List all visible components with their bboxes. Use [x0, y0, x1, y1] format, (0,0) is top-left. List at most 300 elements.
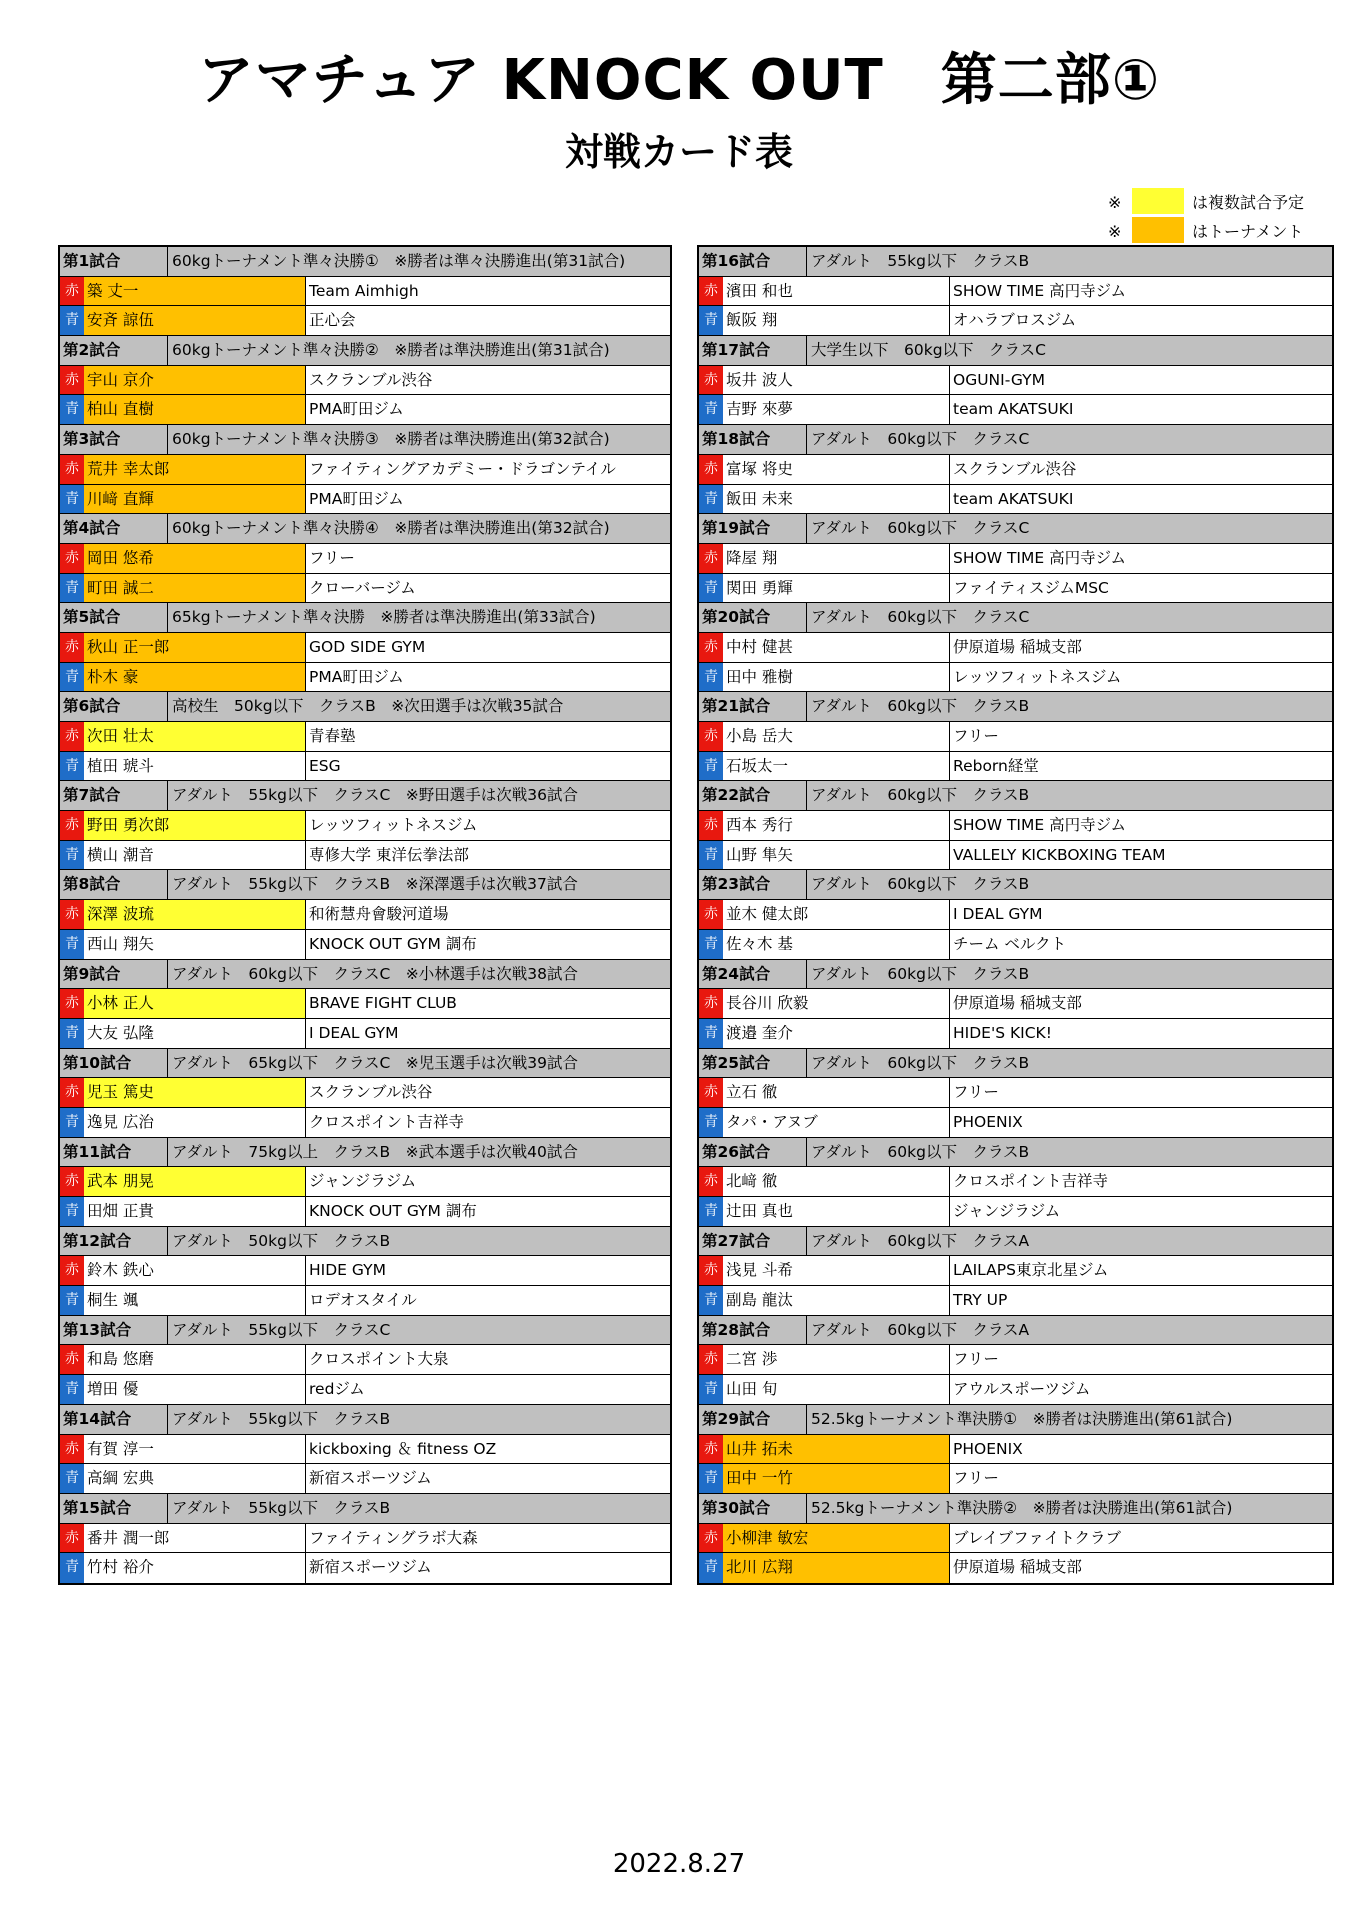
bout-number: 第12試合	[60, 1227, 168, 1256]
fighter-name: 植田 琥斗	[84, 752, 306, 781]
fighter-gym: PHOENIX	[953, 1112, 1023, 1131]
bout-number: 第8試合	[60, 870, 168, 899]
fighter-name: 石坂太一	[723, 752, 950, 781]
fighter-gym: スクランブル渋谷	[309, 1083, 433, 1102]
fighter-name: 中村 健甚	[723, 633, 950, 662]
fighter-gym: team AKATSUKI	[953, 489, 1074, 508]
bout-header	[60, 336, 670, 366]
corner-blue-label: 青	[60, 306, 84, 335]
bout-number: 第13試合	[60, 1316, 168, 1345]
fighter-row-red	[699, 1524, 1332, 1554]
fighter-gym: ESG	[309, 756, 341, 775]
bout-number: 第22試合	[699, 781, 807, 810]
fighter-gym: SHOW TIME 高円寺ジム	[953, 548, 1126, 567]
corner-red-label: 赤	[699, 633, 723, 662]
fighter-row-red	[699, 366, 1332, 396]
fighter-gym: 専修大学 東洋伝拳法部	[309, 845, 469, 864]
bout-description: 高校生 50kg以下 クラスB ※次田選手は次戦35試合	[172, 697, 564, 716]
fighter-gym: オハラブロスジム	[953, 311, 1077, 330]
fighter-row-blue	[60, 841, 670, 871]
fighter-gym: スクランブル渋谷	[953, 459, 1077, 478]
fighter-name: 武本 朋晃	[84, 1167, 306, 1196]
fighter-name: 浅見 斗希	[723, 1256, 950, 1285]
fighter-row-blue	[60, 930, 670, 960]
bout-header	[699, 960, 1332, 990]
fighter-gym: SHOW TIME 高円寺ジム	[953, 281, 1126, 300]
fighter-name: 野田 勇次郎	[84, 811, 306, 840]
fighter-row-blue	[699, 663, 1332, 693]
bout-number: 第11試合	[60, 1138, 168, 1167]
corner-blue-label: 青	[60, 1375, 84, 1404]
corner-blue-label: 青	[60, 1553, 84, 1583]
fighter-gym: GOD SIDE GYM	[309, 637, 426, 656]
corner-red-label: 赤	[699, 455, 723, 484]
corner-red-label: 赤	[699, 1078, 723, 1107]
corner-blue-label: 青	[60, 1019, 84, 1048]
corner-red-label: 赤	[699, 1256, 723, 1285]
bout-header	[699, 1316, 1332, 1346]
bout-header	[699, 692, 1332, 722]
corner-red-label: 赤	[699, 989, 723, 1018]
corner-blue-label: 青	[60, 752, 84, 781]
fighter-gym: kickboxing ＆ fitness OZ	[309, 1439, 497, 1458]
fighter-gym: ジャンジラジム	[309, 1172, 417, 1191]
legend-text: はトーナメント	[1192, 222, 1304, 241]
bout-number: 第23試合	[699, 870, 807, 899]
fighter-name: 宇山 京介	[84, 366, 306, 395]
fighter-name: 佐々木 基	[723, 930, 950, 959]
corner-blue-label: 青	[60, 663, 84, 692]
bout-number: 第27試合	[699, 1227, 807, 1256]
legend-swatch-orange	[1132, 217, 1184, 243]
fighter-row-red	[60, 1078, 670, 1108]
bout-number: 第3試合	[60, 425, 168, 454]
corner-red-label: 赤	[60, 366, 84, 395]
bout-header	[699, 1405, 1332, 1435]
bout-header	[60, 1138, 670, 1168]
fighter-gym: ロデオスタイル	[309, 1291, 417, 1310]
bout-header	[699, 1494, 1332, 1524]
corner-red-label: 赤	[60, 1345, 84, 1374]
corner-blue-label: 青	[699, 1286, 723, 1315]
bout-number: 第2試合	[60, 336, 168, 365]
fighter-gym: フリー	[953, 1469, 999, 1488]
fighter-row-red	[699, 811, 1332, 841]
fighter-row-red	[60, 900, 670, 930]
corner-blue-label: 青	[60, 574, 84, 603]
fighter-gym: ファイティングラボ大森	[309, 1528, 478, 1547]
fighter-row-blue	[699, 930, 1332, 960]
fighter-row-blue	[699, 1197, 1332, 1227]
bout-number: 第10試合	[60, 1049, 168, 1078]
corner-blue-label: 青	[60, 1108, 84, 1137]
fighter-row-red	[60, 366, 670, 396]
fighter-row-blue	[60, 574, 670, 604]
fighter-gym: 伊原道場 稲城支部	[953, 994, 1082, 1013]
fighter-name: 副島 龍汰	[723, 1286, 950, 1315]
fighter-name: 田中 一竹	[723, 1464, 950, 1493]
bout-description: アダルト 60kg以下 クラスB	[811, 1142, 1030, 1161]
fighter-row-blue	[60, 306, 670, 336]
corner-blue-label: 青	[60, 841, 84, 870]
fighter-row-red	[60, 1524, 670, 1554]
fighter-name: 立石 徹	[723, 1078, 950, 1107]
bout-description: アダルト 60kg以下 クラスC	[811, 608, 1030, 627]
fighter-name: 築 丈一	[84, 277, 306, 306]
fighter-gym: 新宿スポーツジム	[309, 1469, 432, 1488]
bout-header	[60, 1494, 670, 1524]
bout-description: アダルト 60kg以下 クラスA	[811, 1231, 1030, 1250]
fighter-gym: TRY UP	[953, 1291, 1008, 1310]
fighter-name: 小柳津 敏宏	[723, 1524, 950, 1553]
corner-blue-label: 青	[699, 395, 723, 424]
bout-description: アダルト 55kg以下 クラスC ※野田選手は次戦36試合	[172, 786, 579, 805]
bout-number: 第7試合	[60, 781, 168, 810]
fighter-gym: 新宿スポーツジム	[309, 1558, 432, 1577]
bout-header	[60, 603, 670, 633]
corner-red-label: 赤	[60, 1524, 84, 1553]
fighter-name: 竹村 裕介	[84, 1553, 306, 1583]
fighter-name: 田中 雅樹	[723, 663, 950, 692]
fighter-row-red	[699, 900, 1332, 930]
fighter-row-red	[699, 722, 1332, 752]
fighter-row-red	[699, 633, 1332, 663]
fighter-gym: I DEAL GYM	[309, 1023, 399, 1042]
bout-number: 第17試合	[699, 336, 807, 365]
fighter-name: 大友 弘隆	[84, 1019, 306, 1048]
bout-description: 大学生以下 60kg以下 クラスC	[811, 341, 1046, 360]
corner-blue-label: 青	[60, 1286, 84, 1315]
bout-header	[699, 1049, 1332, 1079]
fighter-row-blue	[60, 395, 670, 425]
fighter-gym: ファイティスジムMSC	[953, 578, 1109, 597]
legend-mark: ※	[1108, 222, 1122, 241]
bout-number: 第5試合	[60, 603, 168, 632]
fighter-row-blue	[699, 1019, 1332, 1049]
fighter-row-blue	[699, 574, 1332, 604]
corner-red-label: 赤	[60, 1167, 84, 1196]
fighter-gym: I DEAL GYM	[953, 905, 1043, 924]
bout-description: アダルト 60kg以下 クラスB	[811, 697, 1030, 716]
fighter-row-blue	[699, 1375, 1332, 1405]
bout-header	[699, 603, 1332, 633]
fighter-row-red	[699, 1078, 1332, 1108]
fighter-name: 児玉 篤史	[84, 1078, 306, 1107]
fighter-name: 辻田 真也	[723, 1197, 950, 1226]
fighter-name: 二宮 渉	[723, 1345, 950, 1374]
fighter-gym: KNOCK OUT GYM 調布	[309, 934, 477, 953]
bout-header	[60, 781, 670, 811]
corner-red-label: 赤	[699, 722, 723, 751]
corner-blue-label: 青	[60, 1464, 84, 1493]
fighter-gym: クロスポイント吉祥寺	[953, 1172, 1109, 1191]
fighter-gym: ブレイブファイトクラブ	[953, 1528, 1122, 1547]
corner-blue-label: 青	[699, 663, 723, 692]
corner-red-label: 赤	[60, 811, 84, 840]
bout-description: アダルト 75kg以上 クラスB ※武本選手は次戦40試合	[172, 1142, 578, 1161]
fighter-gym: ジャンジラジム	[953, 1202, 1061, 1220]
fighter-row-blue	[699, 1553, 1332, 1583]
bout-description: アダルト 55kg以下 クラスC	[172, 1320, 391, 1339]
fighter-gym: 正心会	[309, 311, 356, 330]
fighter-row-red	[60, 544, 670, 574]
bout-description: アダルト 55kg以下 クラスB	[811, 252, 1030, 270]
fighter-name: 渡邉 奎介	[723, 1019, 950, 1048]
fighter-name: 山野 隼矢	[723, 841, 950, 870]
fighter-gym: PMA町田ジム	[309, 667, 404, 686]
bout-header	[60, 247, 670, 277]
fighter-gym: redジム	[309, 1380, 365, 1399]
fighter-row-blue	[60, 1108, 670, 1138]
bout-description: 60kgトーナメント準々決勝② ※勝者は準決勝進出(第31試合)	[172, 341, 610, 360]
bout-number: 第4試合	[60, 514, 168, 543]
fighter-name: 川﨑 直輝	[84, 485, 306, 514]
bout-number: 第18試合	[699, 425, 807, 454]
fighter-row-red	[60, 1167, 670, 1197]
fighter-row-blue	[699, 1464, 1332, 1494]
bout-table-right	[697, 245, 1334, 1585]
corner-red-label: 赤	[699, 544, 723, 573]
fighter-name: 関田 勇輝	[723, 574, 950, 603]
fighter-name: タパ・アヌブ	[723, 1108, 950, 1137]
bout-number: 第28試合	[699, 1316, 807, 1345]
fighter-gym: チーム ベルクト	[953, 934, 1067, 953]
corner-blue-label: 青	[699, 752, 723, 781]
corner-red-label: 赤	[60, 989, 84, 1018]
fighter-gym: Team Aimhigh	[309, 281, 419, 300]
fighter-name: 並木 健太郎	[723, 900, 950, 929]
fighter-name: 長谷川 欣毅	[723, 989, 950, 1018]
bout-header	[60, 425, 670, 455]
corner-red-label: 赤	[60, 455, 84, 484]
corner-blue-label: 青	[699, 1197, 723, 1226]
corner-blue-label: 青	[60, 485, 84, 514]
corner-blue-label: 青	[699, 1108, 723, 1137]
fighter-row-red	[699, 277, 1332, 307]
fighter-name: 飯田 未来	[723, 485, 950, 514]
fighter-name: 次田 壮太	[84, 722, 306, 751]
bout-header	[60, 692, 670, 722]
corner-blue-label: 青	[60, 1197, 84, 1226]
fighter-gym: VALLELY KICKBOXING TEAM	[953, 845, 1166, 864]
bout-header	[60, 1049, 670, 1079]
corner-blue-label: 青	[699, 306, 723, 335]
fighter-gym: レッツフィットネスジム	[953, 667, 1122, 686]
fighter-row-blue	[60, 663, 670, 693]
fighter-name: 町田 誠二	[84, 574, 306, 603]
fighter-name: 逸見 広治	[84, 1108, 306, 1137]
fighter-name: 降屋 翔	[723, 544, 950, 573]
fighter-row-red	[60, 989, 670, 1019]
bout-number: 第29試合	[699, 1405, 807, 1434]
bout-number: 第16試合	[699, 247, 807, 276]
corner-red-label: 赤	[60, 1256, 84, 1285]
fighter-row-red	[60, 1256, 670, 1286]
fighter-name: 岡田 悠希	[84, 544, 306, 573]
bout-header	[60, 514, 670, 544]
bout-header	[699, 514, 1332, 544]
fighter-gym: レッツフィットネスジム	[309, 816, 478, 835]
fighter-row-red	[699, 1167, 1332, 1197]
fighter-row-red	[699, 544, 1332, 574]
fighter-row-blue	[60, 1197, 670, 1227]
event-date: 2022.8.27	[612, 1849, 746, 1879]
fighter-name: 田畑 正貴	[84, 1197, 306, 1226]
fighter-name: 安斉 諒伍	[84, 306, 306, 335]
fighter-name: 桐生 颯	[84, 1286, 306, 1315]
fighter-row-blue	[699, 306, 1332, 336]
fighter-name: 吉野 來夢	[723, 395, 950, 424]
fighter-gym: LAILAPS東京北星ジム	[953, 1261, 1109, 1280]
fighter-gym: SHOW TIME 高円寺ジム	[953, 816, 1126, 835]
corner-blue-label: 青	[699, 1019, 723, 1048]
fighter-row-blue	[60, 1375, 670, 1405]
bout-number: 第1試合	[60, 247, 168, 276]
fighter-gym: OGUNI-GYM	[953, 370, 1045, 389]
fighter-row-red	[60, 811, 670, 841]
legend-mark: ※	[1108, 193, 1122, 212]
fighter-name: 濱田 和也	[723, 277, 950, 306]
fighter-gym: ファイティングアカデミー・ドラゴンテイル	[309, 459, 616, 478]
fighter-row-blue	[60, 1553, 670, 1583]
fighter-gym: クロスポイント大泉	[309, 1350, 449, 1369]
fighter-gym: 伊原道場 稲城支部	[953, 637, 1082, 656]
fighter-name: 小林 正人	[84, 989, 306, 1018]
fighter-row-red	[699, 455, 1332, 485]
fighter-name: 坂井 波人	[723, 366, 950, 395]
fighter-gym: HIDE GYM	[309, 1261, 386, 1280]
fighter-gym: team AKATSUKI	[953, 400, 1074, 419]
fighter-name: 小島 岳大	[723, 722, 950, 751]
bout-description: アダルト 55kg以下 クラスB	[172, 1498, 391, 1517]
fighter-name: 和島 悠磨	[84, 1345, 306, 1374]
bout-description: アダルト 60kg以下 クラスB	[811, 875, 1030, 894]
fighter-row-red	[60, 1345, 670, 1375]
fighter-row-blue	[699, 752, 1332, 782]
fighter-gym: KNOCK OUT GYM 調布	[309, 1202, 477, 1220]
bout-header	[699, 336, 1332, 366]
bout-header	[699, 425, 1332, 455]
corner-red-label: 赤	[699, 900, 723, 929]
fighter-name: 飯阪 翔	[723, 306, 950, 335]
fighter-name: 有賀 淳一	[84, 1435, 306, 1464]
fighter-name: 北﨑 徹	[723, 1167, 950, 1196]
fighter-name: 富塚 将史	[723, 455, 950, 484]
fighter-row-blue	[699, 1286, 1332, 1316]
corner-red-label: 赤	[60, 1078, 84, 1107]
corner-red-label: 赤	[60, 633, 84, 662]
bout-number: 第24試合	[699, 960, 807, 989]
corner-red-label: 赤	[699, 1435, 723, 1464]
fighter-gym: HIDE'S KICK!	[953, 1023, 1052, 1042]
bout-description: アダルト 65kg以下 クラスC ※児玉選手は次戦39試合	[172, 1053, 579, 1072]
bout-description: アダルト 60kg以下 クラスB	[811, 1053, 1030, 1072]
fighter-gym: Reborn経堂	[953, 756, 1039, 775]
fighter-gym: クロスポイント吉祥寺	[309, 1112, 465, 1131]
fighter-gym: 青春塾	[309, 727, 356, 745]
bout-table-left	[58, 245, 672, 1585]
fighter-name: 深澤 波琉	[84, 900, 306, 929]
bout-header	[60, 870, 670, 900]
bout-description: 60kgトーナメント準々決勝④ ※勝者は準決勝進出(第32試合)	[172, 519, 610, 538]
bout-description: アダルト 60kg以下 クラスC ※小林選手は次戦38試合	[172, 964, 579, 983]
bout-description: アダルト 60kg以下 クラスC	[811, 430, 1030, 449]
bout-description: アダルト 50kg以下 クラスB	[172, 1231, 391, 1250]
fighter-row-red	[60, 722, 670, 752]
corner-red-label: 赤	[60, 277, 84, 306]
fighter-row-red	[699, 989, 1332, 1019]
fighter-row-red	[699, 1435, 1332, 1465]
fighter-row-blue	[60, 752, 670, 782]
fighter-row-red	[60, 277, 670, 307]
fighter-row-blue	[699, 1108, 1332, 1138]
corner-blue-label: 青	[699, 930, 723, 959]
legend-swatch-yellow	[1132, 188, 1184, 214]
corner-blue-label: 青	[699, 1464, 723, 1493]
bout-header	[60, 1227, 670, 1257]
fighter-gym: クローバージム	[309, 578, 416, 597]
corner-blue-label: 青	[699, 485, 723, 514]
corner-red-label: 赤	[60, 1435, 84, 1464]
fighter-gym: BRAVE FIGHT CLUB	[309, 994, 457, 1013]
fighter-gym: フリー	[953, 1083, 999, 1102]
bout-header	[699, 247, 1332, 277]
bout-description: 60kgトーナメント準々決勝③ ※勝者は準決勝進出(第32試合)	[172, 430, 610, 449]
bout-number: 第21試合	[699, 692, 807, 721]
corner-red-label: 赤	[699, 277, 723, 306]
fighter-name: 朴木 豪	[84, 663, 306, 692]
fighter-name: 横山 潮音	[84, 841, 306, 870]
fighter-gym: 和術慧舟會駿河道場	[309, 905, 449, 924]
fighter-row-red	[60, 1435, 670, 1465]
fighter-row-blue	[60, 1464, 670, 1494]
bout-number: 第14試合	[60, 1405, 168, 1434]
corner-red-label: 赤	[699, 1524, 723, 1553]
corner-red-label: 赤	[60, 544, 84, 573]
fighter-name: 山田 旬	[723, 1375, 950, 1404]
corner-blue-label: 青	[60, 930, 84, 959]
fighter-name: 増田 優	[84, 1375, 306, 1404]
bout-number: 第19試合	[699, 514, 807, 543]
fighter-name: 番井 潤一郎	[84, 1524, 306, 1553]
bout-header	[699, 1227, 1332, 1257]
fighter-name: 秋山 正一郎	[84, 633, 306, 662]
fighter-row-blue	[60, 485, 670, 515]
fighter-name: 西山 翔矢	[84, 930, 306, 959]
corner-red-label: 赤	[60, 900, 84, 929]
bout-description: 65kgトーナメント準々決勝 ※勝者は準決勝進出(第33試合)	[172, 608, 596, 627]
fighter-row-blue	[699, 485, 1332, 515]
fighter-name: 柏山 直樹	[84, 395, 306, 424]
bout-description: 52.5kgトーナメント準決勝② ※勝者は決勝進出(第61試合)	[811, 1498, 1233, 1517]
fighter-row-blue	[699, 841, 1332, 871]
fighter-gym: PMA町田ジム	[309, 400, 404, 419]
fighter-name: 荒井 幸太郎	[84, 455, 306, 484]
bout-header	[60, 960, 670, 990]
fighter-gym: PHOENIX	[953, 1439, 1023, 1458]
bout-number: 第25試合	[699, 1049, 807, 1078]
bout-number: 第9試合	[60, 960, 168, 989]
bout-description: アダルト 55kg以下 クラスB	[172, 1409, 391, 1428]
bout-number: 第15試合	[60, 1494, 168, 1523]
fighter-row-red	[699, 1345, 1332, 1375]
fighter-row-blue	[60, 1286, 670, 1316]
bout-description: 60kgトーナメント準々決勝① ※勝者は準々決勝進出(第31試合)	[172, 252, 626, 270]
page-subtitle: 対戦カード表	[564, 130, 793, 174]
bout-header	[60, 1316, 670, 1346]
fighter-row-blue	[699, 395, 1332, 425]
page-title: アマチュア KNOCK OUT 第二部①	[197, 48, 1161, 113]
